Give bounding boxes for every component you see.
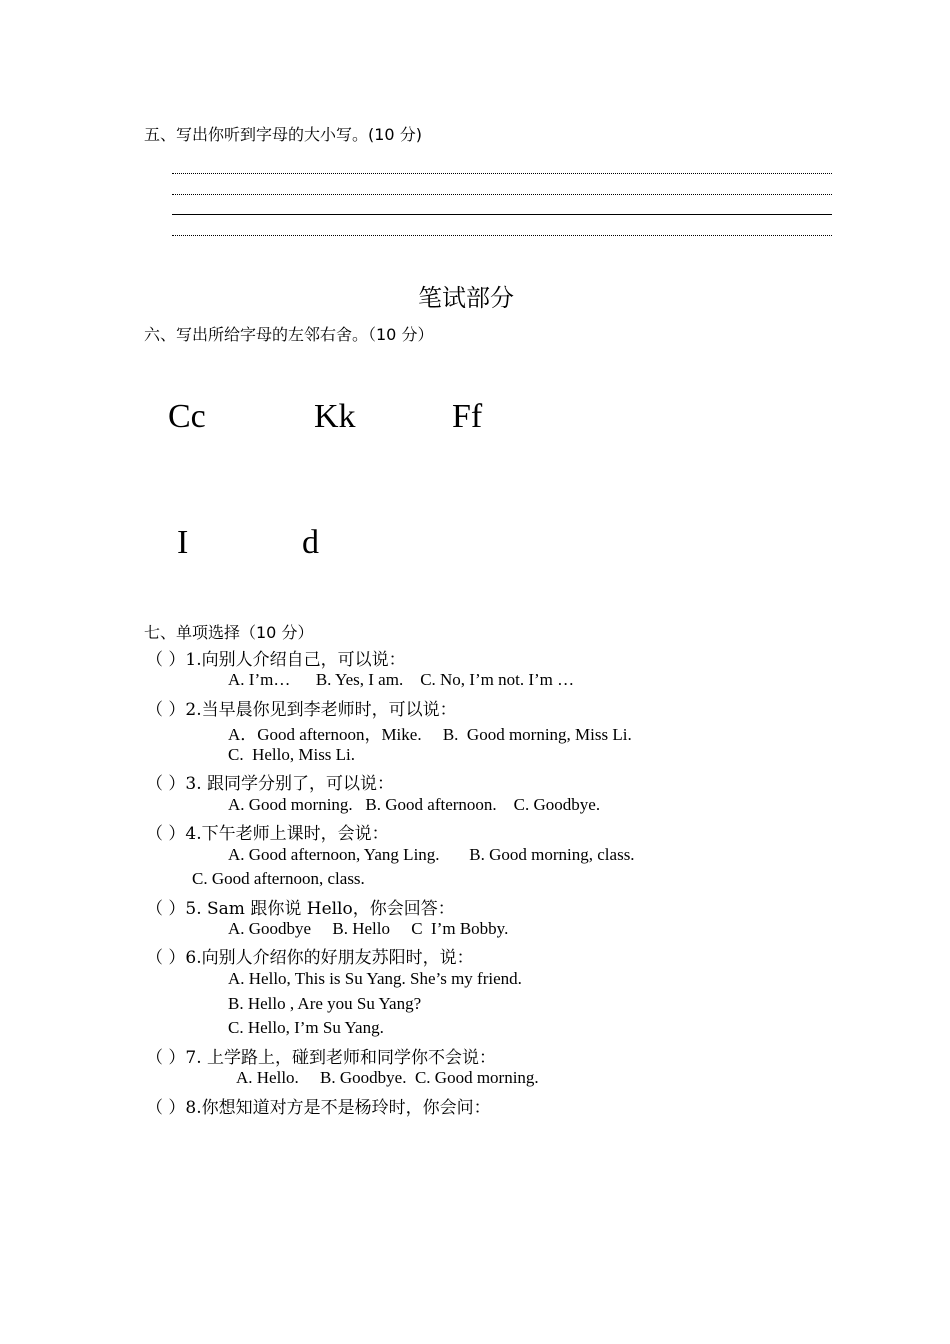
question-7 [146,1043,496,1068]
question-3 [146,769,394,794]
section-5-heading: 五、写出你听到字母的大小写。(10 分) [144,125,422,144]
question-5-options: A. Goodbye B. Hello C I’m Bobby. [228,919,509,938]
question-text: 6.向别人介绍你的好朋友苏阳时，说： [185,948,474,968]
answer-blank[interactable]: （ ） [146,650,186,670]
question-6 [146,943,474,968]
letter-ff: Ff [452,398,483,435]
question-4-options-line-1: A. Good afternoon, Yang Ling. B. Good morning, class. [228,845,635,864]
question-text: 7. 上学路上，碰到老师和同学你不会说： [185,1048,497,1068]
letter-kk: Kk [314,398,356,435]
question-text: 1.向别人介绍自己，可以说： [185,650,406,670]
question-text: 5. Sam 跟你说 Hello，你会回答： [185,899,455,919]
question-5 [146,894,455,919]
section-7-heading: 七、单项选择（10 分） [144,623,314,642]
question-1 [146,645,406,670]
answer-blank[interactable]: （ ） [146,774,186,794]
answer-blank[interactable]: （ ） [146,1098,186,1118]
question-text: 2.当早晨你见到李老师时，可以说： [185,700,457,720]
writing-line-1 [172,173,832,174]
question-4 [146,819,389,844]
question-text: 8.你想知道对方是不是杨玲时，你会问： [185,1098,491,1118]
question-2-options-line-1: A．Good afternoon，Mike. B. Good morning, Miss Li. [228,725,632,744]
writing-line-4 [172,235,832,236]
letter-i: I [177,524,189,561]
writing-line-3 [172,214,832,215]
section-6-heading: 六、写出所给字母的左邻右舍。（10 分） [144,325,434,344]
question-text: 4.下午老师上课时，会说： [185,824,389,844]
question-3-options: A. Good morning. B. Good afternoon. C. Goodbye. [228,795,601,814]
writing-line-2 [172,194,832,195]
question-7-options: A. Hello. B. Goodbye. C. Good morning. [236,1068,539,1087]
question-6-option-a: A. Hello, This is Su Yang. She’s my friend. [228,969,522,988]
written-part-title: 笔试部分 [418,284,514,312]
answer-blank[interactable]: （ ） [146,948,186,968]
letter-cc: Cc [168,398,206,435]
answer-blank[interactable]: （ ） [146,700,186,720]
question-6-option-c: C. Hello, I’m Su Yang. [228,1018,384,1037]
answer-blank[interactable]: （ ） [146,899,186,919]
question-4-options-line-2: C. Good afternoon, class. [192,869,365,888]
answer-blank[interactable]: （ ） [146,824,186,844]
question-2 [146,695,457,720]
question-text: 3. 跟同学分别了，可以说： [185,774,395,794]
question-1-options: A. I’m… B. Yes, I am. C. No, I’m not. I’m … [228,670,575,689]
letter-d: d [302,524,319,561]
question-8 [146,1093,491,1118]
question-6-option-b: B. Hello , Are you Su Yang? [228,994,422,1013]
answer-blank[interactable]: （ ） [146,1048,186,1068]
question-2-options-line-2: C. Hello, Miss Li. [228,745,356,764]
